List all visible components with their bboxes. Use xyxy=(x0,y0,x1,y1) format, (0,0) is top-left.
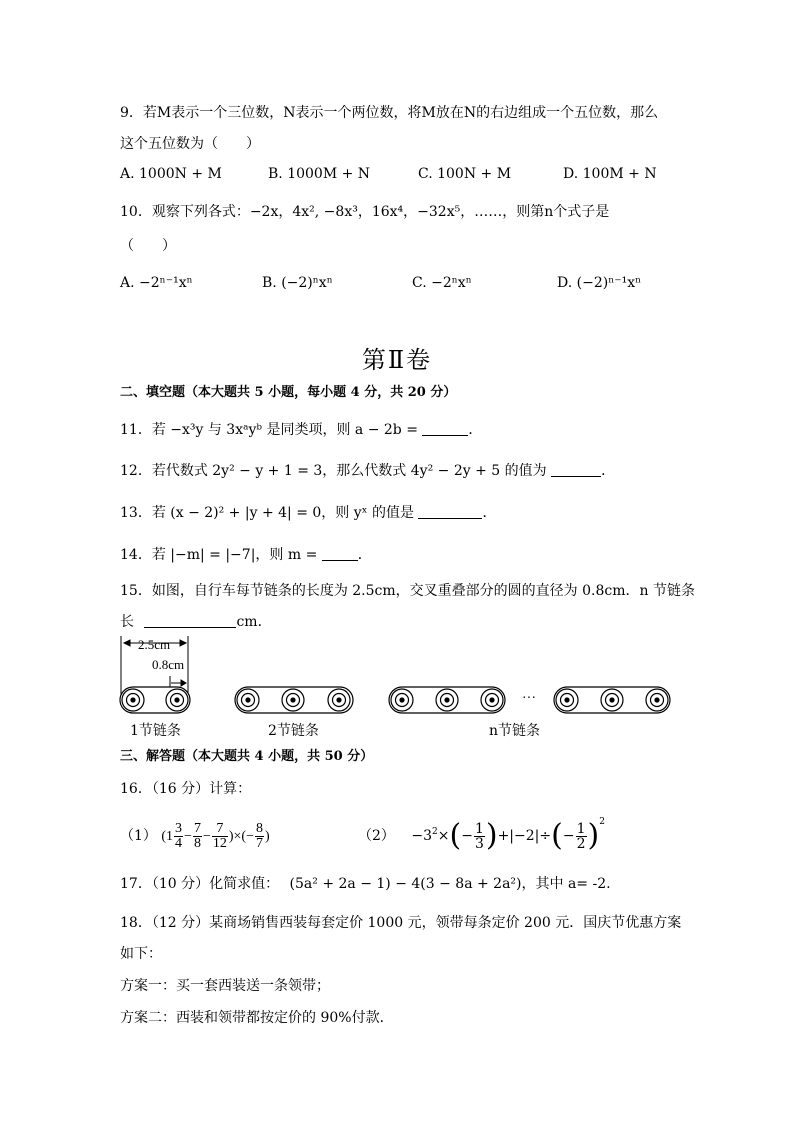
q10-option-d: D. (−2)ⁿ⁻¹xⁿ xyxy=(557,275,642,291)
q15-answer-blank[interactable] xyxy=(144,613,236,628)
q16-part2-expr: $-3^2\times(-$ $\frac{1}{3}$ )+|−2|÷(− $\frac{1}{2}$ )$^2$ xyxy=(411,817,605,853)
chain-label-n: n节链条 xyxy=(489,723,541,739)
q10-sequence: −2x，4x², −8x³，16x⁴，−32x⁵，……， xyxy=(249,204,517,220)
q18-plan1: 方案一：买一套西装送一条领带； xyxy=(120,978,330,994)
chain-label-2: 2节链条 xyxy=(268,723,319,739)
q13: 13．若 (x − 2)² + |y + 4| = 0，则 yˣ 的值是 ． xyxy=(120,505,497,521)
chain-figure xyxy=(110,630,690,750)
part3-heading: 三、解答题（本大题共 4 小题，共 50 分） xyxy=(120,749,374,764)
chain-1-link xyxy=(120,687,190,713)
q13-answer-blank[interactable] xyxy=(418,504,482,519)
q16-part1-expr: (1 $\frac{3}{4}$ − $\frac{7}{8}$ − $\frac{7}{12}$ )×(− $\frac{8}{7}$ ) xyxy=(161,821,270,852)
dim-length-label: 2.5cm xyxy=(138,637,171,652)
q15-line1: 15．如图，自行车每节链条的长度为 2.5cm，交叉重叠部分的圆的直径为 0.8cm．n 节链条 xyxy=(120,583,695,599)
q12-text: 12．若代数式 2y² − y + 1 = 3，那么代数式 4y² − 2y + 5 的值为 xyxy=(120,463,547,479)
q16-part2 xyxy=(358,814,605,858)
q9-option-b: B. 1000M + N xyxy=(268,166,371,182)
q10-suffix: 则第n个式子是 xyxy=(516,204,610,220)
q14-answer-blank[interactable] xyxy=(322,546,358,561)
q9-option-a: A. 1000N + M xyxy=(120,166,222,182)
q9-line2: 这个五位数为（ ） xyxy=(120,136,260,152)
chain-label-1: 1节链条 xyxy=(130,723,181,739)
q18-plan2: 方案二：西装和领带都按定价的 90%付款． xyxy=(120,1010,394,1026)
q16-part1 xyxy=(120,818,270,855)
chain-2-links xyxy=(235,687,353,713)
q16-part2-label: （2） xyxy=(358,828,395,844)
q9-option-d: D. 100M + N xyxy=(563,166,657,182)
section-title: 第Ⅱ卷 xyxy=(361,346,433,374)
q10-option-b: B. (−2)ⁿxⁿ xyxy=(262,275,333,291)
q15-prefix: 长 xyxy=(120,614,134,630)
q12: 12．若代数式 2y² − y + 1 = 3，那么代数式 4y² − 2y + 5 的值为 ． xyxy=(120,463,616,479)
q17-suffix: ，其中 a= -2. xyxy=(521,876,611,892)
q12-answer-blank[interactable] xyxy=(551,462,601,477)
part2-heading: 二、填空题（本大题共 5 小题，每小题 4 分，共 20 分） xyxy=(120,385,457,400)
q11-text: 11．若 −x³y 与 3xᵃyᵇ 是同类项，则 a − 2b = xyxy=(120,422,418,438)
q9-line1: 9．若M表示一个三位数，N表示一个两位数，将M放在N的右边组成一个五位数，那么 xyxy=(120,105,659,121)
chain-ellipsis: ··· xyxy=(522,691,536,706)
chain-n-links-left xyxy=(389,687,505,713)
q10-option-a: A. −2ⁿ⁻¹xⁿ xyxy=(120,275,193,291)
chain-n-links-right xyxy=(554,687,670,713)
q15-line2 xyxy=(120,612,272,632)
q11-answer-blank[interactable] xyxy=(422,421,468,436)
q18-line2: 如下： xyxy=(120,946,162,962)
q18-line1: 18．（12 分）某商场销售西装每套定价 1000 元，领带每条定价 200 元．国庆节优惠方案 xyxy=(120,915,682,931)
q10-line1 xyxy=(120,202,609,222)
q10-paren: （ ） xyxy=(120,238,176,254)
q15-suffix: cm． xyxy=(236,614,272,630)
q16-part1-label: （1） xyxy=(120,828,157,844)
q13-text: 13．若 (x − 2)² + |y + 4| = 0，则 yˣ 的值是 xyxy=(120,505,415,521)
q10-prefix: 10．观察下列各式： xyxy=(120,204,250,220)
q14-text: 14．若 |−m| = |−7|，则 m = xyxy=(120,547,318,563)
q14: 14．若 |−m| = |−7|，则 m = ． xyxy=(120,547,372,563)
q10-option-c: C. −2ⁿxⁿ xyxy=(412,275,472,291)
q17-prefix: 17．（10 分）化简求值： xyxy=(120,876,280,892)
dim-overlap-label: 0.8cm xyxy=(152,657,185,672)
q16-title: 16．（16 分）计算： xyxy=(120,781,252,797)
q11: 11．若 −x³y 与 3xᵃyᵇ 是同类项，则 a − 2b = ． xyxy=(120,422,483,438)
q17 xyxy=(120,874,611,894)
q9-option-c: C. 100N + M xyxy=(418,166,512,182)
q17-expr: (5a² + 2a − 1) − 4(3 − 8a + 2a²) xyxy=(289,876,522,892)
